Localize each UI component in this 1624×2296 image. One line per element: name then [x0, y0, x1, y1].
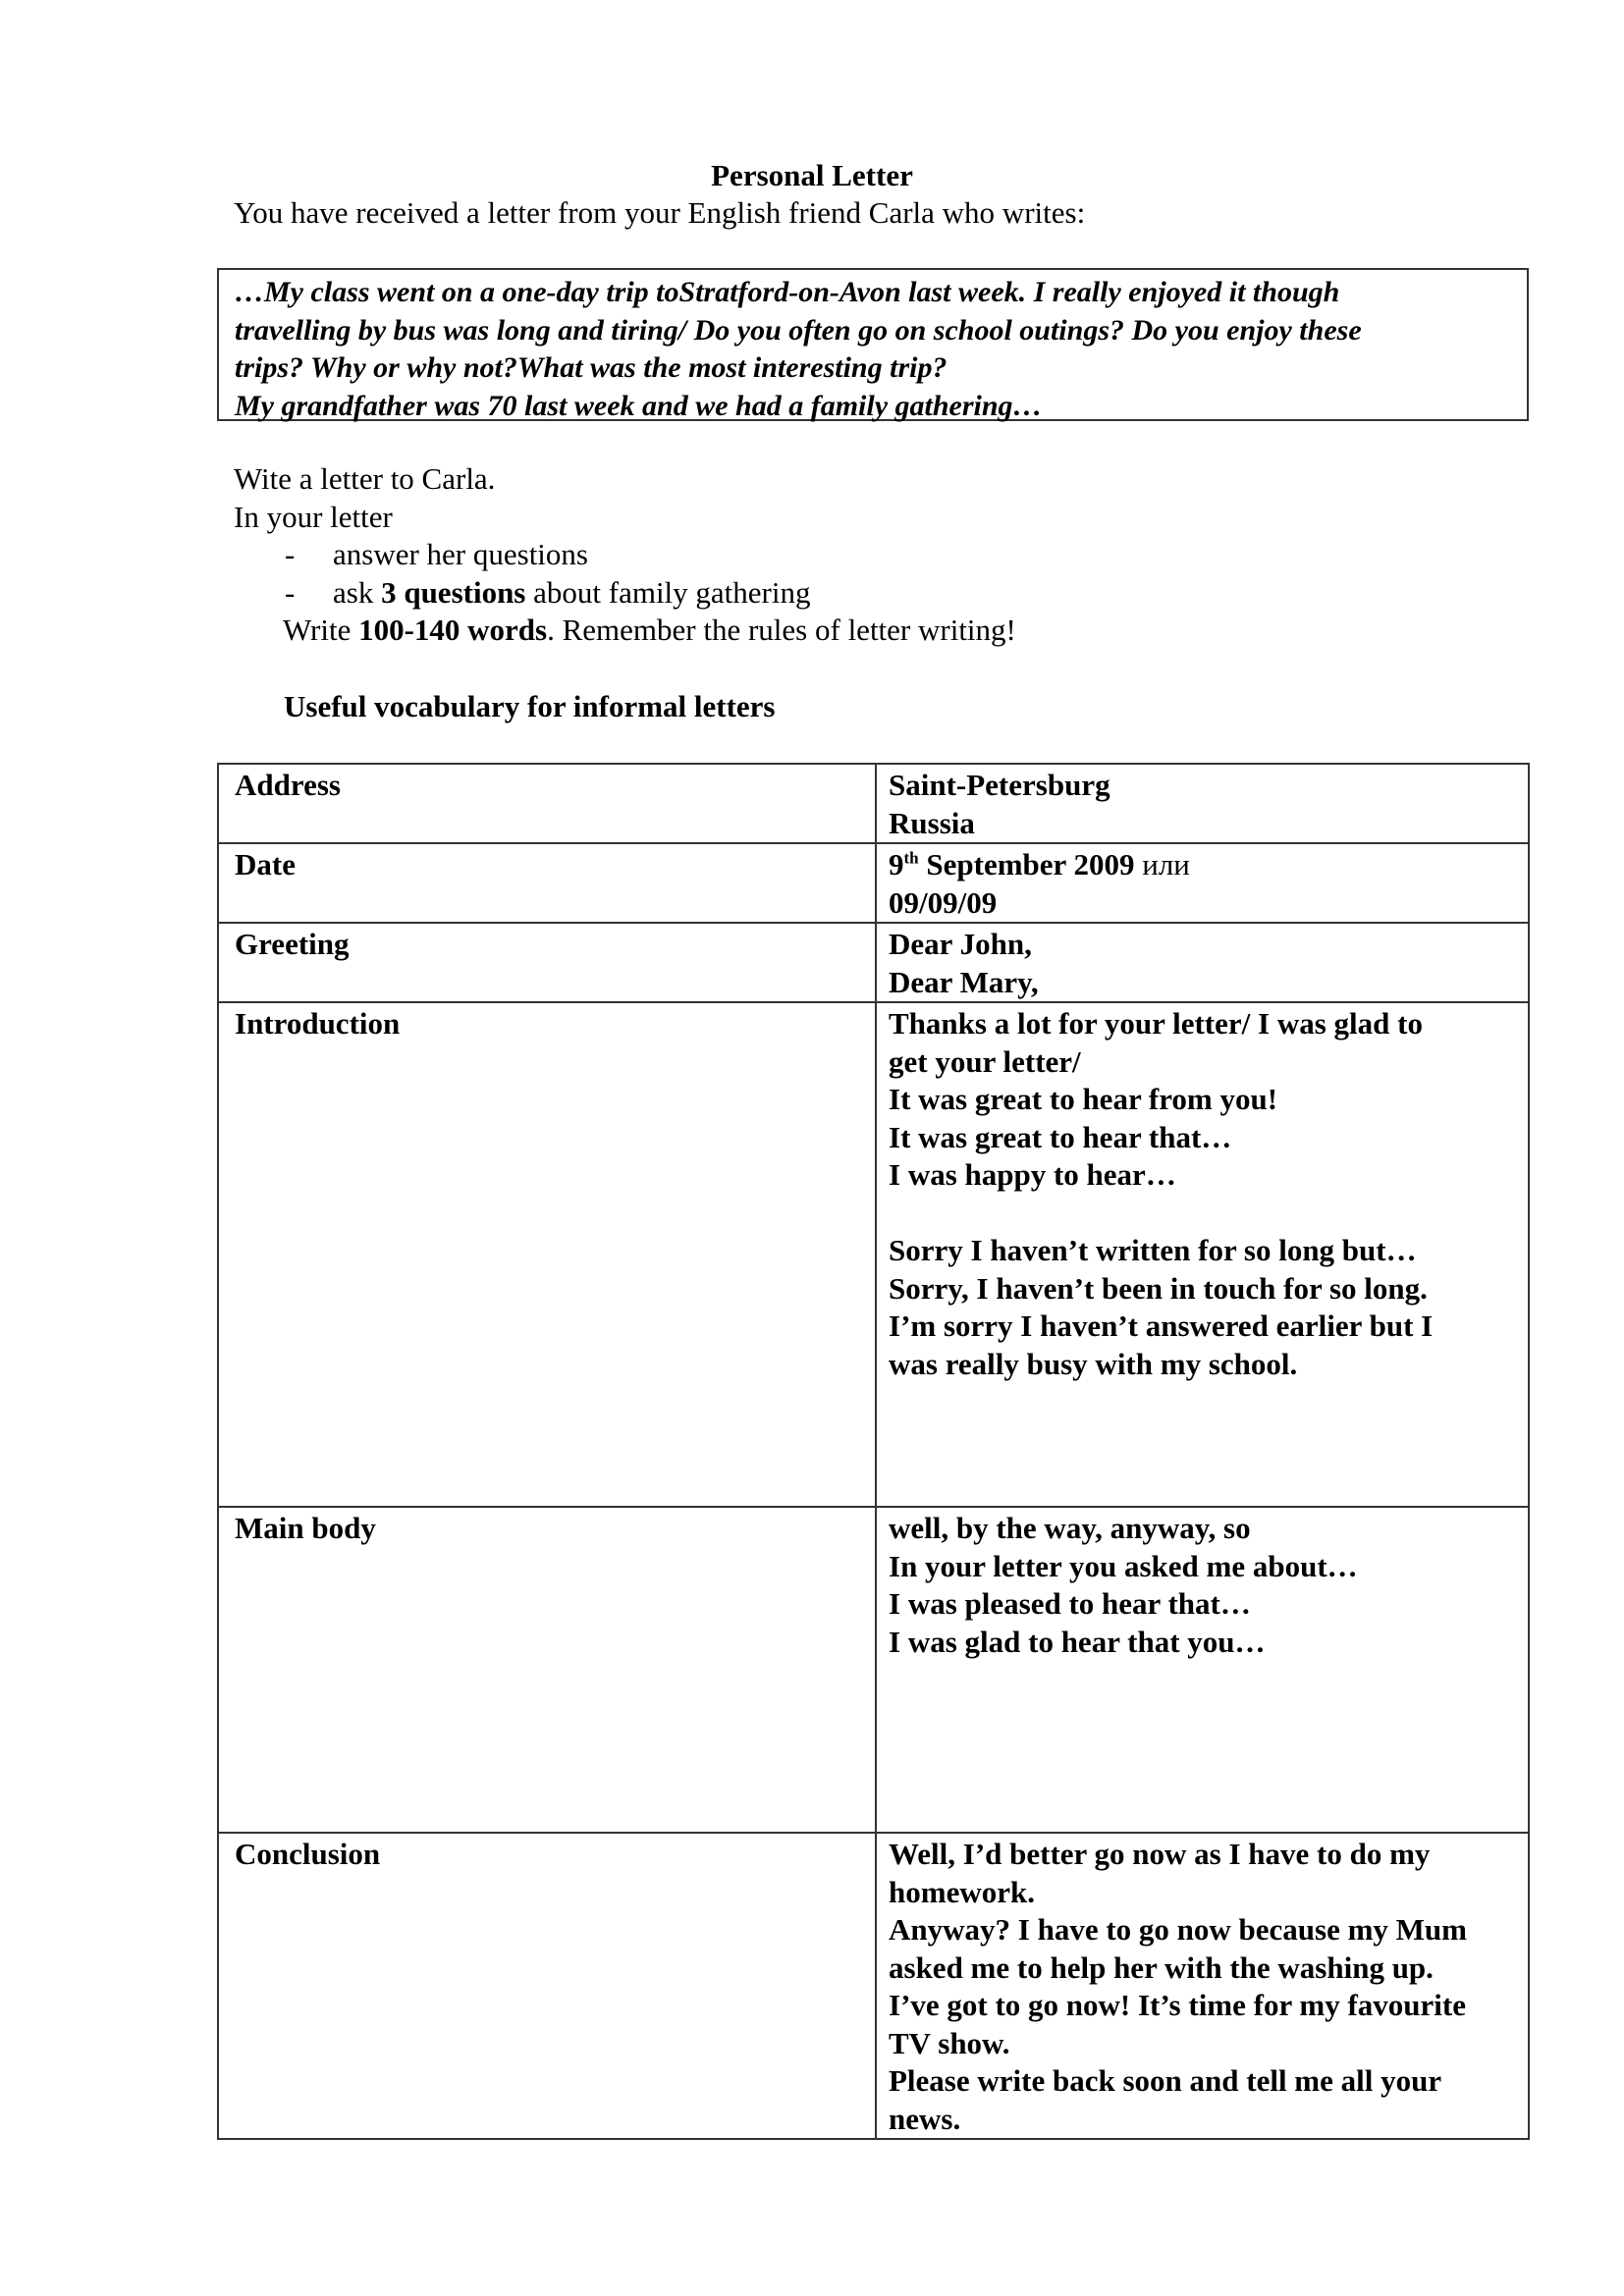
- value-line: Thanks a lot for your letter/ I was glad to: [889, 1006, 1423, 1041]
- bullet-text-bold: 3 questions: [381, 574, 526, 610]
- table-row: [218, 1507, 1529, 1833]
- value-line: I was pleased to hear that…: [889, 1586, 1251, 1621]
- table-row: [218, 923, 1529, 1002]
- task-instructions: [234, 460, 1016, 650]
- value-line: Dear Mary,: [889, 964, 1039, 999]
- excerpt-line: My grandfather was 70 last week and we had a family gathering…: [235, 389, 1043, 422]
- value-line: I’m sorry I haven’t answered earlier but I: [889, 1308, 1434, 1343]
- vocab-heading: Useful vocabulary for informal letters: [284, 689, 776, 723]
- word-count-instruction: [234, 612, 1016, 650]
- value-line: I was happy to hear…: [889, 1157, 1176, 1192]
- date-day: 9: [889, 847, 904, 881]
- table-row: [218, 1833, 1529, 2139]
- value-line: Well, I’d better go now as I have to do my: [889, 1837, 1431, 1871]
- excerpt-line: …My class went on a one-day trip toStratford-on-Avon last week. I really enjoyed it though: [235, 276, 1340, 308]
- letter-excerpt-box: [217, 268, 1529, 421]
- row-label: Conclusion: [218, 1833, 876, 2139]
- row-label: Main body: [218, 1507, 876, 1833]
- value-line: It was great to hear from you!: [889, 1082, 1278, 1116]
- value-line: Sorry I haven’t written for so long but…: [889, 1233, 1417, 1267]
- row-label: Introduction: [218, 1002, 876, 1507]
- value-line: I was glad to hear that you…: [889, 1624, 1266, 1659]
- row-value: [876, 923, 1529, 1002]
- row-label: Date: [218, 843, 876, 923]
- bullet-text-post: about family gathering: [525, 574, 811, 610]
- value-line: Dear John,: [889, 927, 1032, 961]
- row-label: Address: [218, 764, 876, 843]
- excerpt-line: travelling by bus was long and tiring/ Do you often go on school outings? Do you enjoy these: [235, 313, 1362, 347]
- row-value: [876, 843, 1529, 923]
- date-rest: September 2009: [918, 847, 1143, 881]
- value-line: 09/09/09: [889, 884, 998, 920]
- value-line: get your letter/: [889, 1043, 1081, 1079]
- document-title: Personal Letter: [711, 158, 913, 192]
- bullet-dash: -: [285, 574, 296, 610]
- value-line: Saint-Petersburg: [889, 768, 1110, 802]
- table-row: [218, 843, 1529, 923]
- value-line: well, by the way, anyway, so: [889, 1511, 1251, 1545]
- vocabulary-table: [217, 763, 1530, 2140]
- row-value: [876, 1833, 1529, 2139]
- value-line: TV show.: [889, 2025, 1010, 2060]
- date-suffix: th: [903, 848, 919, 868]
- value-line: news.: [889, 2101, 961, 2136]
- word-count-post: . Remember the rules of letter writing!: [547, 613, 1016, 647]
- word-count-bold: 100-140 words: [358, 613, 548, 647]
- value-line: asked me to help her with the washing up.: [889, 1949, 1434, 1985]
- value-line: It was great to hear that…: [889, 1119, 1232, 1154]
- row-value: [876, 1002, 1529, 1507]
- value-line: [889, 846, 1514, 884]
- row-value: [876, 764, 1529, 843]
- value-line: Russia: [889, 805, 975, 840]
- row-label: Greeting: [218, 923, 876, 1002]
- word-count-pre: Write: [283, 613, 359, 647]
- table-row: [218, 1002, 1529, 1507]
- value-line: Anyway? I have to go now because my Mum: [889, 1912, 1467, 1947]
- instruction-line: Wite a letter to Carla.: [234, 461, 496, 496]
- instruction-bullet: [234, 536, 1016, 574]
- blank-line: [889, 1195, 1514, 1233]
- row-value: [876, 1507, 1529, 1833]
- excerpt-line: trips? Why or why not?What was the most interesting trip?: [235, 351, 947, 384]
- instruction-bullet: [234, 574, 1016, 613]
- task-intro: You have received a letter from your English friend Carla who writes:: [234, 195, 1086, 230]
- bullet-text: answer her questions: [333, 537, 588, 571]
- bullet-dash: -: [285, 537, 296, 571]
- value-line: homework.: [889, 1874, 1035, 1909]
- table-row: [218, 764, 1529, 843]
- bullet-text-pre: ask: [333, 574, 382, 610]
- value-line: Sorry, I haven’t been in touch for so long.: [889, 1270, 1428, 1306]
- value-line: Please write back soon and tell me all your: [889, 2063, 1442, 2098]
- value-line: In your letter you asked me about…: [889, 1548, 1358, 1583]
- value-line: was really busy with my school.: [889, 1346, 1298, 1381]
- value-line: I’ve got to go now! It’s time for my favourite: [889, 1988, 1467, 2022]
- bullet-text: [285, 575, 811, 610]
- instruction-line: In your letter: [234, 499, 393, 534]
- date-alt-word: или: [1142, 847, 1190, 881]
